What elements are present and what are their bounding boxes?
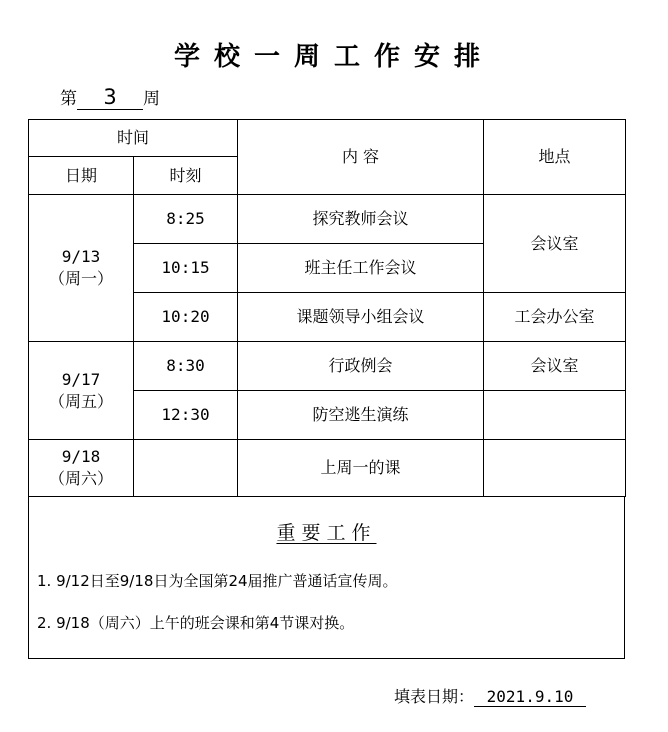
fill-date-value: 2021.9.10 [474, 687, 586, 707]
header-content: 内 容 [238, 120, 484, 195]
week-suffix: 周 [143, 89, 160, 109]
content-cell: 课题领导小组会议 [238, 293, 484, 342]
day-weekday: （周一） [48, 269, 113, 288]
week-line [60, 84, 160, 110]
day-weekday: （周六） [48, 469, 113, 488]
day-cell [29, 440, 134, 497]
location-cell: 会议室 [484, 342, 626, 391]
header-date: 日期 [29, 157, 134, 195]
schedule-table [28, 119, 626, 497]
content-cell: 班主任工作会议 [238, 244, 484, 293]
day-date: 9/17 [61, 369, 101, 389]
location-cell: 工会办公室 [484, 293, 626, 342]
location-cell: 会议室 [484, 195, 626, 293]
header-location: 地点 [484, 120, 626, 195]
day-date: 9/18 [61, 447, 101, 466]
fill-date-label: 填表日期： [394, 687, 475, 706]
day-cell [29, 342, 134, 440]
week-prefix: 第 [60, 89, 77, 109]
day-date: 9/13 [61, 247, 101, 266]
content-cell: 探究教师会议 [238, 195, 484, 244]
document-title: 学校一周工作安排 [173, 42, 494, 72]
week-number: 3 [77, 85, 143, 110]
important-item: 2. 9/18（周六）上午的班会课和第4节课对换。 [37, 614, 355, 632]
time-cell: 8:30 [134, 342, 238, 391]
day-weekday: （周五） [48, 391, 113, 411]
content-cell: 行政例会 [238, 342, 484, 391]
time-cell: 10:15 [134, 244, 238, 293]
fill-date-line [394, 684, 586, 707]
time-cell [134, 440, 238, 497]
location-cell [484, 391, 626, 440]
time-cell: 12:30 [134, 391, 238, 440]
day-cell [29, 195, 134, 342]
important-item: 1. 9/12日至9/18日为全国第24届推广普通话宣传周。 [37, 572, 398, 590]
location-cell [484, 440, 626, 497]
important-heading-text: 重要工作 [276, 522, 377, 544]
header-time: 时间 [29, 120, 238, 157]
header-moment: 时刻 [134, 157, 238, 195]
time-cell: 10:20 [134, 293, 238, 342]
content-cell: 防空逃生演练 [238, 391, 484, 440]
important-work-box [28, 496, 625, 659]
time-cell: 8:25 [134, 195, 238, 244]
content-cell: 上周一的课 [238, 440, 484, 497]
important-heading [29, 518, 624, 545]
